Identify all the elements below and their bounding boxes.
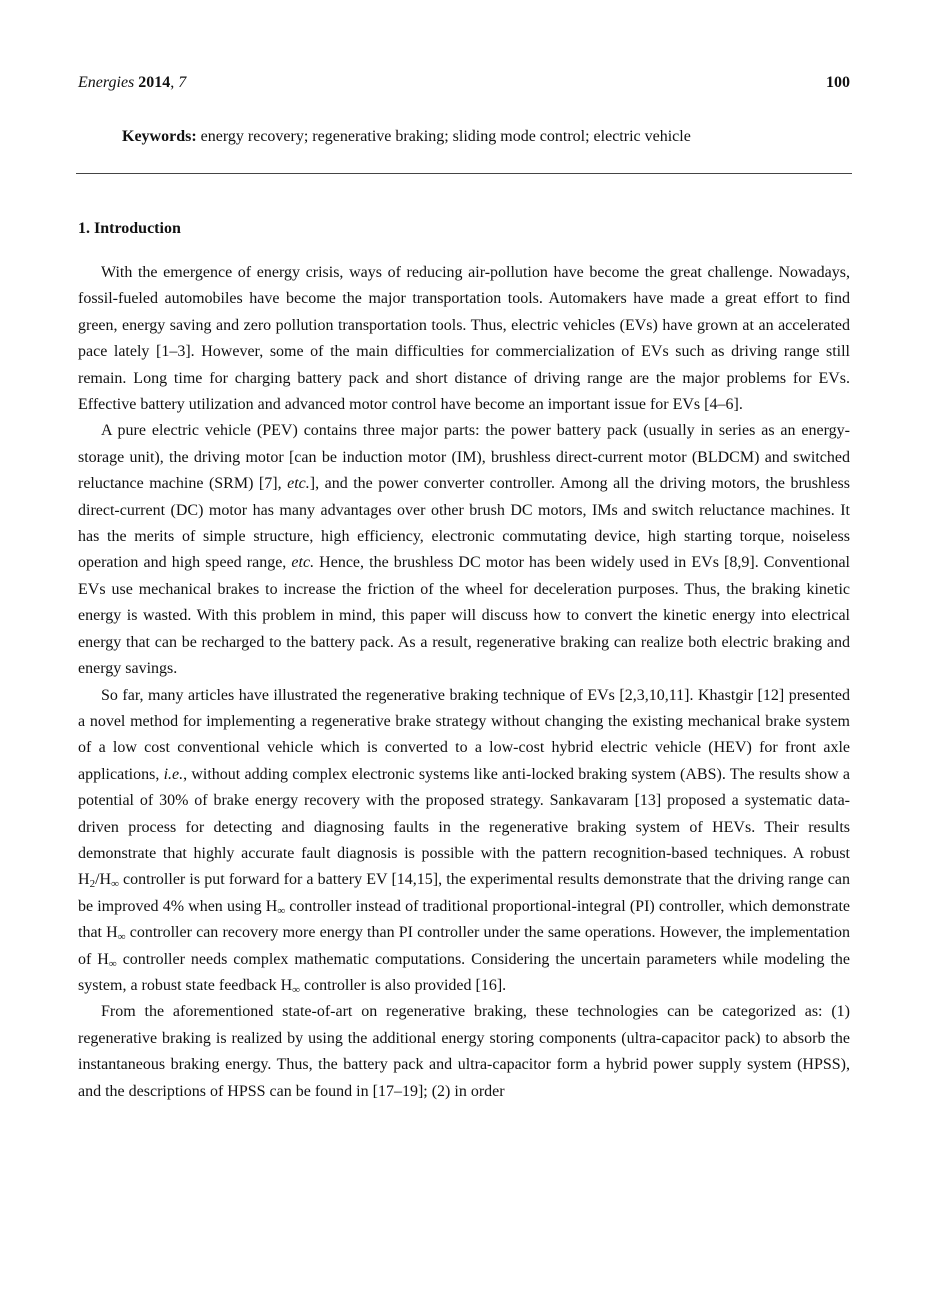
body-text xyxy=(78,260,850,1105)
p3-part-d: controller instead of traditional proportional-integral (PI) controller, which demonstrate that H xyxy=(78,897,850,942)
p3-sub-inf-4: ∞ xyxy=(108,957,117,970)
journal-name: Energies xyxy=(78,74,135,91)
p3-part-a: So far, many articles have illustrated the regenerative braking technique of EVs [2,3,10,11]. Khastgir [12] presented a novel method for implementing a regenerative brake strategy without changing the existing mechanical brake system of a low cost conventional vehicle which is converted to a low-cost hybrid electric vehicle (HEV) for front axle applications, xyxy=(78,686,850,783)
section-heading: 1. Introduction xyxy=(78,220,181,237)
journal-citation: Energies 2014, 7 xyxy=(78,74,187,91)
keywords-text: energy recovery; regenerative braking; sliding mode control; electric vehicle xyxy=(200,128,691,145)
p3-sub-inf-1: ∞ xyxy=(111,878,119,891)
p3-part-c: controller is put forward for a battery EV [14,15], the experimental results demonstrate that the driving range can be improved 4% when using H xyxy=(78,871,850,915)
p3-part-f: controller needs complex mathematic computations. Considering the uncertain parameters while modeling the system, a robust state feedback H xyxy=(78,950,851,994)
journal-year: 2014 xyxy=(138,74,171,91)
p3-sub-inf-5: ∞ xyxy=(292,983,300,996)
p3-ie: i.e. xyxy=(163,765,184,783)
p3-part-g: controller is also provided [16]. xyxy=(300,976,507,994)
divider xyxy=(76,173,852,174)
p2-etc-1: etc. xyxy=(287,475,310,493)
p2-part-c: Hence, the brushless DC motor has been widely used in EVs [8,9]. Conventional EVs use mechanical brakes to increase the friction of the wheel for deceleration purposes. Thus, the braking kinetic energy is wasted. With this problem in mind, this paper will discuss how to convert the kinetic energy into electrical energy that can be recharged to the battery pack. As a result, regenerative braking can realize both electric braking and energy savings. xyxy=(78,554,850,678)
keywords-label: Keywords: xyxy=(122,128,197,145)
p2-part-a: A pure electric vehicle (PEV) contains three major parts: the power battery pack (usually in series as an energy-storage unit), the driving motor [can be induction motor (IM), brushless direct-current motor (BLDCM) and switched reluctance machine (SRM) [7], xyxy=(78,422,850,493)
p2-part-b: ], and the power converter controller. Among all the driving motors, the brushless direct-current (DC) motor has many advantages over other brush DC motors, IMs and switch reluctance machines. It has the merits of simple structure, high efficiency, electronic commutating device, high starting torque, noiseless operation and high speed range, xyxy=(78,475,851,572)
p3-sub-2: 2 xyxy=(89,878,96,891)
paragraph-1: With the emergence of energy crisis, ways of reducing air-pollution have become the great challenge. Nowadays, fossil-fueled automobiles have become the major transportation tools. Automakers have made a great effort to find green, energy saving and zero pollution transportation tools. Thus, electric vehicles (EVs) have grown at an accelerated pace lately [1–3]. However, some of the main difficulties for commercialization of EVs such as driving range still remain. Long time for charging battery pack and short distance of driving range are the major problems for EVs. Effective battery utilization and advanced motor control have become an important issue for EVs [4–6]. xyxy=(78,264,850,414)
p3-sub-inf-2: ∞ xyxy=(277,904,286,917)
paragraph-4: From the aforementioned state-of-art on regenerative braking, these technologies can be categorized as: (1) regenerative braking is realized by using the additional energy storing components (ultra-capacitor pack) to absorb the instantaneous braking energy. Thus, the battery pack and ultra-capacitor form a hybrid power supply system (HPSS), and the descriptions of HPSS can be found in [17–19]; (2) in order xyxy=(78,1003,850,1100)
p2-etc-2: etc. xyxy=(291,554,315,572)
p3-part-e: controller can recovery more energy than PI controller under the same operations. However, the implementation of H xyxy=(78,924,850,968)
keywords xyxy=(122,126,865,148)
paragraph-2 xyxy=(78,418,850,682)
p3-part-b: , without adding complex electronic systems like anti-locked braking system (ABS). The results show a potential of 30% of brake energy recovery with the proposed strategy. Sankavaram [13] proposed a systematic data-driven process for detecting and diagnosing faults in the regenerative braking system of HEVs. Their results demonstrate that highly accurate fault diagnosis is possible with the pattern recognition-based techniques. A robust H xyxy=(78,765,851,889)
page-number: 100 xyxy=(826,74,850,91)
p3-slash-h: /H xyxy=(95,871,112,889)
paragraph-3 xyxy=(78,683,850,1000)
p3-sub-inf-3: ∞ xyxy=(117,931,126,944)
journal-volume: 7 xyxy=(178,74,187,91)
